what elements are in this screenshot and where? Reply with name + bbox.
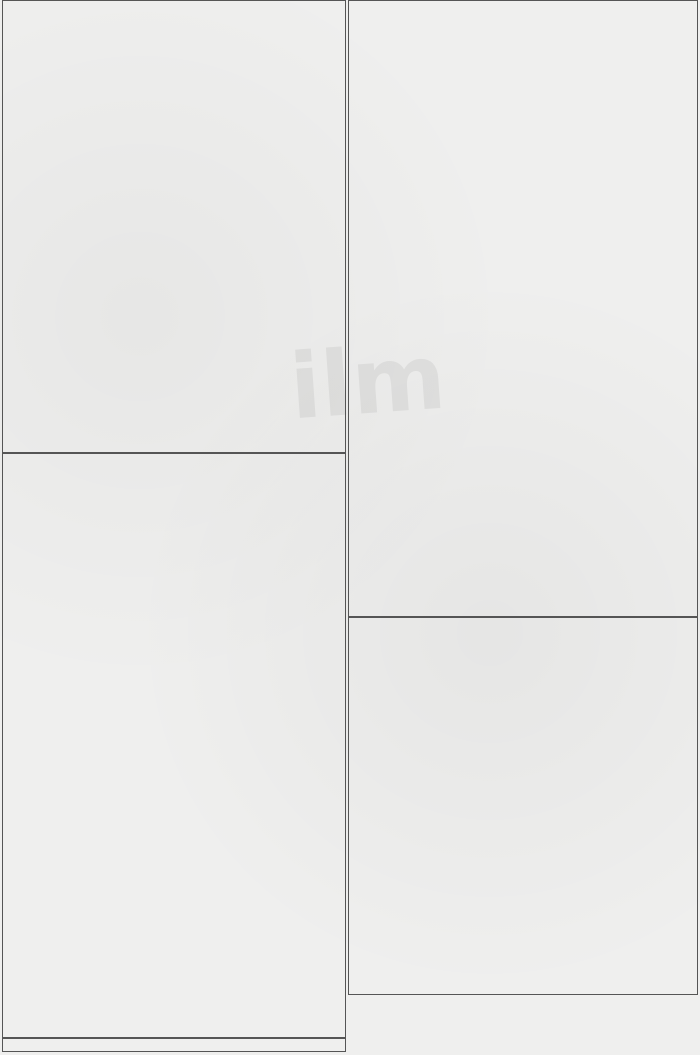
footer-headline xyxy=(3,1037,345,1047)
watermark: ilm xyxy=(286,324,449,441)
paper-meta-row xyxy=(3,19,345,25)
paper-subhead xyxy=(3,9,345,19)
section-divider xyxy=(349,616,697,618)
subjective-paper-column xyxy=(348,0,698,995)
lower-section xyxy=(349,620,697,628)
objective-paper-column xyxy=(2,0,346,1052)
paper-subhead xyxy=(349,1,697,15)
mcq-box-divider xyxy=(3,452,345,454)
part-2-title xyxy=(349,624,697,628)
paper-headline xyxy=(3,1,345,9)
part-1-title xyxy=(349,21,697,25)
